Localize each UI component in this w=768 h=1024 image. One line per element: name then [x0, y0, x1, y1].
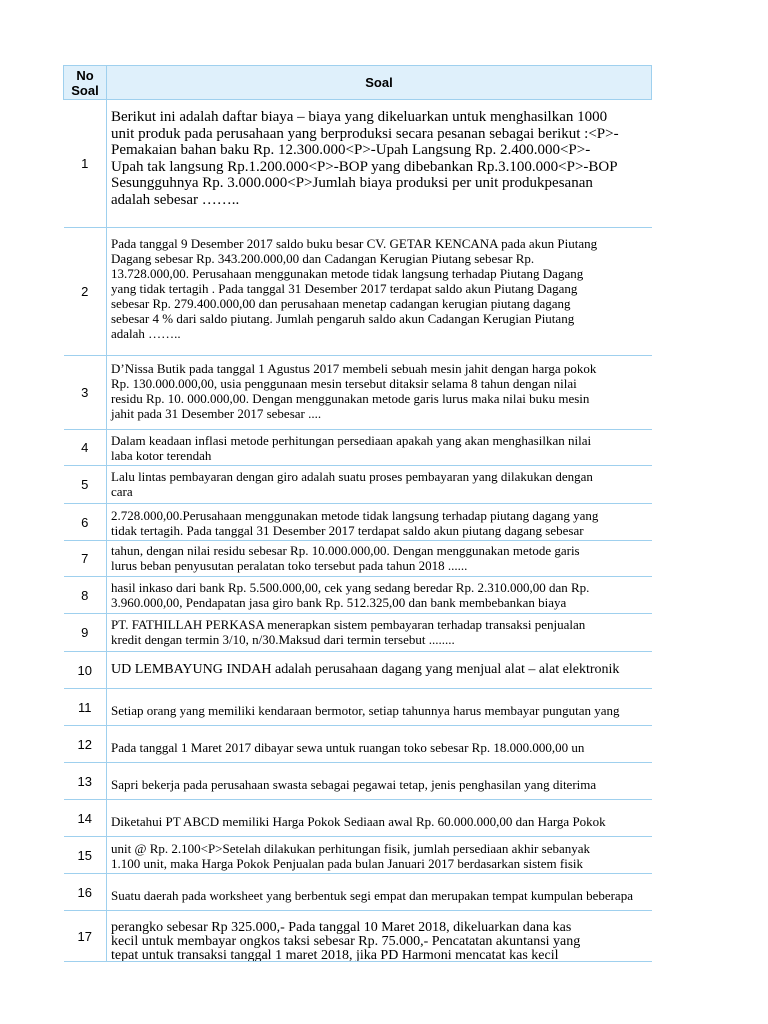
question-text-line: lurus beban penyusutan peralatan toko tersebut pada tahun 2018 ...... — [111, 558, 468, 573]
question-number: 6 — [64, 504, 107, 541]
question-text-line: UD LEMBAYUNG INDAH adalah perusahaan dagang yang menjual alat – alat elektronik — [111, 662, 620, 677]
question-text — [107, 466, 648, 503]
question-text-line: Diketahui PT ABCD memiliki Harga Pokok Sediaan awal Rp. 60.000.000,00 dan Harga Pokok — [111, 814, 606, 829]
question-text-cell — [107, 726, 652, 763]
question-text-cell — [107, 430, 652, 466]
question-text-line: adalah …….. — [111, 326, 181, 341]
question-number: 3 — [64, 356, 107, 430]
question-text — [107, 911, 648, 961]
question-text-line: jahit pada 31 Desember 2017 sebesar .... — [111, 406, 322, 421]
question-text-line: Lalu lintas pembayaran dengan giro adalah suatu proses pembayaran yang dilakukan dengan — [111, 469, 593, 484]
question-text-line: tepat untuk transaksi tanggal 1 maret 2018, jika PD Harmoni mencatat kas kecil — [111, 948, 559, 961]
question-text-cell — [107, 763, 652, 800]
question-text-line: Rp. 130.000.000,00, usia penggunaan mesin tersebut ditaksir selama 8 tahun dengan nilai — [111, 376, 577, 391]
question-text-line: 3.960.000,00, Pendapatan jasa giro bank Rp. 512.325,00 dan bank membebankan biaya — [111, 595, 567, 610]
question-text — [107, 800, 648, 836]
question-text-line: Berikut ini adalah daftar biaya – biaya yang dikeluarkan untuk menghasilkan 1000 — [111, 109, 608, 125]
question-text-line: perangko sebesar Rp 325.000,- Pada tanggal 10 Maret 2018, dikeluarkan dana kas — [111, 920, 572, 935]
question-number: 11 — [64, 689, 107, 726]
question-number: 4 — [64, 430, 107, 466]
question-text-line: 2.728.000,00.Perusahaan menggunakan metode tidak langsung terhadap piutang dagang yang — [111, 508, 599, 523]
question-text-cell — [107, 356, 652, 430]
question-text-line: Suatu daerah pada worksheet yang berbentuk segi empat dan merupakan tempat kumpulan beberapa — [111, 888, 633, 903]
table-row — [64, 577, 652, 614]
question-text-cell — [107, 614, 652, 652]
question-number: 13 — [64, 763, 107, 800]
question-text-cell — [107, 504, 652, 541]
header-no-soal — [64, 66, 107, 100]
question-text-line: residu Rp. 10. 000.000,00. Dengan menggunakan metode garis lurus maka nilai buku mesin — [111, 391, 590, 406]
question-text — [107, 541, 648, 576]
question-text — [107, 100, 648, 227]
question-text-line: sebesar Rp. 279.400.000,00 dan perusahaan menetap cadangan kerugian piutang dagang — [111, 296, 571, 311]
question-text-cell — [107, 874, 652, 911]
question-text-cell — [107, 228, 652, 356]
table-row — [64, 504, 652, 541]
table-row — [64, 100, 652, 228]
question-text-line: hasil inkaso dari bank Rp. 5.500.000,00, cek yang sedang beredar Rp. 2.310.000,00 dan Rp. — [111, 580, 590, 595]
question-number: 7 — [64, 541, 107, 577]
question-text-line: adalah sebesar …….. — [111, 191, 240, 208]
table-row — [64, 466, 652, 504]
question-text-line: Sapri bekerja pada perusahaan swasta sebagai pegawai tetap, jenis penghasilan yang diterima — [111, 777, 597, 792]
question-text-cell — [107, 689, 652, 726]
question-text — [107, 430, 648, 465]
question-number: 12 — [64, 726, 107, 763]
question-number: 8 — [64, 577, 107, 614]
question-text-line: Sesungguhnya Rp. 3.000.000<P>Jumlah biaya produksi per unit produkpesanan — [111, 175, 593, 191]
question-sheet — [63, 65, 651, 962]
question-text — [107, 689, 648, 725]
question-text-line: Dagang sebesar Rp. 343.200.000,00 dan Cadangan Kerugian Piutang sebesar Rp. — [111, 251, 535, 266]
question-text — [107, 763, 648, 799]
question-table — [63, 65, 652, 962]
question-text-line: Dalam keadaan inflasi metode perhitungan persediaan apakah yang akan menghasilkan nilai — [111, 433, 592, 448]
table-row — [64, 837, 652, 874]
question-text-line: kredit dengan termin 3/10, n/30.Maksud dari termin tersebut ........ — [111, 632, 455, 647]
question-number: 1 — [64, 100, 107, 228]
question-text — [107, 652, 648, 688]
question-text-line: Pada tanggal 9 Desember 2017 saldo buku besar CV. GETAR KENCANA pada akun Piutang — [111, 236, 598, 251]
question-number: 15 — [64, 837, 107, 874]
question-number: 17 — [64, 911, 107, 962]
question-text-line: laba kotor terendah — [111, 448, 212, 463]
question-text-line: 13.728.000,00. Perusahaan menggunakan metode tidak langsung terhadap Piutang Dagang — [111, 266, 584, 281]
question-number: 5 — [64, 466, 107, 504]
question-text-cell — [107, 466, 652, 504]
question-text-cell — [107, 652, 652, 689]
header-no-soal-line: No — [76, 67, 94, 83]
question-text — [107, 837, 648, 873]
table-row — [64, 430, 652, 466]
question-text-line: tahun, dengan nilai residu sebesar Rp. 10.000.000,00. Dengan menggunakan metode garis — [111, 543, 580, 558]
question-text-line: tidak tertagih. Pada tanggal 31 Desember 2017 terdapat saldo akun piutang dagang sebesar — [111, 523, 584, 538]
question-text-cell — [107, 800, 652, 837]
question-text-line: unit @ Rp. 2.100<P>Setelah dilakukan perhitungan fisik, jumlah persediaan akhir sebanyak — [111, 841, 591, 856]
question-text-line: yang tidak tertagih . Pada tanggal 31 Desember 2017 terdapat saldo akun Piutang Dagang — [111, 281, 578, 296]
question-text-cell — [107, 837, 652, 874]
question-text-line: Pada tanggal 1 Maret 2017 dibayar sewa untuk ruangan toko sebesar Rp. 18.000.000,00 un — [111, 740, 585, 755]
question-text-line: sebesar 4 % dari saldo piutang. Jumlah pengaruh saldo akun Cadangan Kerugian Piutang — [111, 311, 575, 326]
question-text-line: Pemakaian bahan baku Rp. 12.300.000<P>-Upah Langsung Rp. 2.400.000<P>- — [111, 142, 591, 158]
table-row — [64, 911, 652, 962]
question-number: 9 — [64, 614, 107, 652]
question-text — [107, 504, 648, 540]
table-row — [64, 228, 652, 356]
question-text — [107, 356, 648, 429]
question-number: 10 — [64, 652, 107, 689]
table-row — [64, 652, 652, 689]
table-row — [64, 800, 652, 837]
question-number: 14 — [64, 800, 107, 837]
table-row — [64, 541, 652, 577]
header-soal: Soal — [107, 66, 652, 100]
table-row — [64, 726, 652, 763]
question-text — [107, 726, 648, 762]
question-number: 2 — [64, 228, 107, 356]
table-row — [64, 356, 652, 430]
table-row — [64, 763, 652, 800]
question-text-line: Upah tak langsung Rp.1.200.000<P>-BOP yang dibebankan Rp.3.100.000<P>-BOP — [111, 158, 618, 175]
question-text — [107, 614, 648, 651]
question-text — [107, 228, 648, 355]
question-text — [107, 577, 648, 613]
question-text-cell — [107, 577, 652, 614]
question-text — [107, 874, 648, 910]
question-text-line: cara — [111, 484, 133, 499]
question-number: 16 — [64, 874, 107, 911]
question-text-line: Setiap orang yang memiliki kendaraan bermotor, setiap tahunnya harus membayar pungutan yang — [111, 703, 620, 718]
question-text-cell — [107, 100, 652, 228]
table-row — [64, 614, 652, 652]
question-text-cell — [107, 541, 652, 577]
question-text-line: 1.100 unit, maka Harga Pokok Penjualan pada bulan Januari 2017 berdasarkan sistem fisik — [111, 856, 583, 871]
question-text-line: PT. FATHILLAH PERKASA menerapkan sistem pembayaran terhadap transaksi penjualan — [111, 617, 586, 632]
question-text-line: unit produk pada perusahaan yang berproduksi secara pesanan sebagai berikut :<P>- — [111, 125, 619, 142]
table-row — [64, 874, 652, 911]
question-text-cell — [107, 911, 652, 962]
question-text-line: kecil untuk membayar ongkos taksi sebesar Rp. 75.000,- Pencatatan akuntansi yang — [111, 934, 581, 949]
header-row — [64, 66, 652, 100]
table-row — [64, 689, 652, 726]
question-text-line: D’Nissa Butik pada tanggal 1 Agustus 2017 membeli sebuah mesin jahit dengan harga pokok — [111, 361, 597, 376]
header-no-soal-line: Soal — [71, 82, 99, 98]
